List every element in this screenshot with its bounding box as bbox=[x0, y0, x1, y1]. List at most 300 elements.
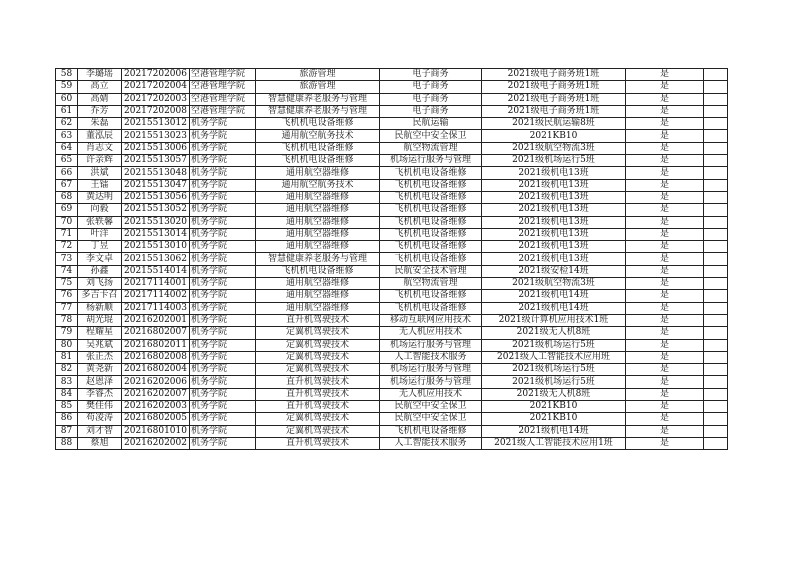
row-number-cell: 80 bbox=[56, 339, 78, 351]
college-cell: 机务学院 bbox=[190, 179, 256, 191]
class-name-cell: 2021KB10 bbox=[482, 401, 626, 413]
row-number-cell: 70 bbox=[56, 216, 78, 228]
table-row bbox=[56, 376, 728, 388]
college-cell: 机务学院 bbox=[190, 302, 256, 314]
table-row bbox=[56, 302, 728, 314]
college-cell: 机务学院 bbox=[190, 376, 256, 388]
student-id-cell: 20215513012 bbox=[122, 118, 190, 130]
table-row bbox=[56, 191, 728, 203]
target-major-cell: 人工智能技术服务 bbox=[380, 437, 482, 449]
original-major-cell: 直升机驾驶技术 bbox=[256, 388, 380, 400]
college-cell: 机务学院 bbox=[190, 204, 256, 216]
approved-flag-cell: 是 bbox=[626, 376, 704, 388]
class-name-cell: 2021级机电13班 bbox=[482, 179, 626, 191]
target-major-cell: 飞机机电设备维修 bbox=[380, 167, 482, 179]
approved-flag-cell: 是 bbox=[626, 413, 704, 425]
target-major-cell: 飞机机电设备维修 bbox=[380, 290, 482, 302]
student-id-cell: 20215513023 bbox=[122, 130, 190, 142]
approved-flag-cell: 是 bbox=[626, 155, 704, 167]
student-id-cell: 20216202007 bbox=[122, 388, 190, 400]
approved-flag-cell: 是 bbox=[626, 425, 704, 437]
remark-cell bbox=[704, 167, 728, 179]
remark-cell bbox=[704, 265, 728, 277]
row-number-cell: 84 bbox=[56, 388, 78, 400]
approved-flag-cell: 是 bbox=[626, 130, 704, 142]
approved-flag-cell: 是 bbox=[626, 69, 704, 81]
student-name-cell: 肖志文 bbox=[78, 142, 122, 154]
original-major-cell: 通用航空器维修 bbox=[256, 228, 380, 240]
original-major-cell: 通用航空器维修 bbox=[256, 241, 380, 253]
target-major-cell: 电子商务 bbox=[380, 69, 482, 81]
table-row bbox=[56, 413, 728, 425]
original-major-cell: 直升机驾驶技术 bbox=[256, 376, 380, 388]
target-major-cell: 机场运行服务与管理 bbox=[380, 339, 482, 351]
approved-flag-cell: 是 bbox=[626, 253, 704, 265]
class-name-cell: 2021级机电13班 bbox=[482, 228, 626, 240]
class-name-cell: 2021级航空物流3班 bbox=[482, 278, 626, 290]
class-name-cell: 2021级电子商务班1班 bbox=[482, 81, 626, 93]
table-row bbox=[56, 265, 728, 277]
college-cell: 机务学院 bbox=[190, 191, 256, 203]
original-major-cell: 通用航空器维修 bbox=[256, 216, 380, 228]
student-id-cell: 20217202004 bbox=[122, 81, 190, 93]
student-id-cell: 20216802005 bbox=[122, 413, 190, 425]
student-name-cell: 乔芳 bbox=[78, 105, 122, 117]
college-cell: 机务学院 bbox=[190, 401, 256, 413]
row-number-cell: 63 bbox=[56, 130, 78, 142]
student-name-cell: 叶洋 bbox=[78, 228, 122, 240]
target-major-cell: 民航运输 bbox=[380, 118, 482, 130]
target-major-cell: 电子商务 bbox=[380, 81, 482, 93]
student-id-cell: 20216802011 bbox=[122, 339, 190, 351]
row-number-cell: 82 bbox=[56, 364, 78, 376]
target-major-cell: 飞机机电设备维修 bbox=[380, 425, 482, 437]
target-major-cell: 电子商务 bbox=[380, 93, 482, 105]
target-major-cell: 飞机机电设备维修 bbox=[380, 228, 482, 240]
remark-cell bbox=[704, 69, 728, 81]
student-name-cell: 李文卓 bbox=[78, 253, 122, 265]
student-id-cell: 20215513006 bbox=[122, 142, 190, 154]
table-row bbox=[56, 327, 728, 339]
remark-cell bbox=[704, 191, 728, 203]
class-name-cell: 2021级无人机8班 bbox=[482, 327, 626, 339]
spreadsheet bbox=[55, 68, 728, 450]
original-major-cell: 通用航空器维修 bbox=[256, 278, 380, 290]
student-name-cell: 李璐瑶 bbox=[78, 69, 122, 81]
student-name-cell: 刘才智 bbox=[78, 425, 122, 437]
student-name-cell: 赵恩泽 bbox=[78, 376, 122, 388]
student-id-cell: 20215513048 bbox=[122, 167, 190, 179]
approved-flag-cell: 是 bbox=[626, 339, 704, 351]
approved-flag-cell: 是 bbox=[626, 302, 704, 314]
remark-cell bbox=[704, 130, 728, 142]
student-id-cell: 20217114001 bbox=[122, 278, 190, 290]
student-id-cell: 20215513062 bbox=[122, 253, 190, 265]
approved-flag-cell: 是 bbox=[626, 314, 704, 326]
college-cell: 机务学院 bbox=[190, 216, 256, 228]
target-major-cell: 飞机机电设备维修 bbox=[380, 253, 482, 265]
student-name-cell: 杨新顺 bbox=[78, 302, 122, 314]
student-name-cell: 王镭 bbox=[78, 179, 122, 191]
college-cell: 机务学院 bbox=[190, 425, 256, 437]
class-name-cell: 2021级航空物流3班 bbox=[482, 142, 626, 154]
row-number-cell: 61 bbox=[56, 105, 78, 117]
student-name-cell: 苟凌涛 bbox=[78, 413, 122, 425]
class-name-cell: 2021级安检14班 bbox=[482, 265, 626, 277]
approved-flag-cell: 是 bbox=[626, 142, 704, 154]
student-name-cell: 高立 bbox=[78, 81, 122, 93]
class-name-cell: 2021级机场运行5班 bbox=[482, 155, 626, 167]
target-major-cell: 民航空中安全保卫 bbox=[380, 413, 482, 425]
table-row bbox=[56, 93, 728, 105]
original-major-cell: 通用航空航务技术 bbox=[256, 179, 380, 191]
college-cell: 空港管理学院 bbox=[190, 69, 256, 81]
student-id-cell: 20216202001 bbox=[122, 314, 190, 326]
student-table bbox=[55, 68, 728, 450]
remark-cell bbox=[704, 351, 728, 363]
class-name-cell: 2021级机场运行5班 bbox=[482, 364, 626, 376]
target-major-cell: 飞机机电设备维修 bbox=[380, 302, 482, 314]
college-cell: 空港管理学院 bbox=[190, 105, 256, 117]
row-number-cell: 78 bbox=[56, 314, 78, 326]
remark-cell bbox=[704, 253, 728, 265]
original-major-cell: 直升机驾驶技术 bbox=[256, 437, 380, 449]
student-id-cell: 20215513010 bbox=[122, 241, 190, 253]
original-major-cell: 定翼机驾驶技术 bbox=[256, 327, 380, 339]
row-number-cell: 88 bbox=[56, 437, 78, 449]
row-number-cell: 77 bbox=[56, 302, 78, 314]
remark-cell bbox=[704, 155, 728, 167]
row-number-cell: 69 bbox=[56, 204, 78, 216]
table-row bbox=[56, 364, 728, 376]
student-id-cell: 20216802004 bbox=[122, 364, 190, 376]
student-id-cell: 20215513020 bbox=[122, 216, 190, 228]
row-number-cell: 67 bbox=[56, 179, 78, 191]
class-name-cell: 2021级电子商务班1班 bbox=[482, 105, 626, 117]
original-major-cell: 飞机机电设备维修 bbox=[256, 155, 380, 167]
table-row bbox=[56, 351, 728, 363]
table-row bbox=[56, 216, 728, 228]
table-row bbox=[56, 81, 728, 93]
target-major-cell: 机场运行服务与管理 bbox=[380, 364, 482, 376]
student-id-cell: 20215513047 bbox=[122, 179, 190, 191]
student-id-cell: 20216202006 bbox=[122, 376, 190, 388]
class-name-cell: 2021级民航运输8班 bbox=[482, 118, 626, 130]
table-row bbox=[56, 388, 728, 400]
table-row bbox=[56, 179, 728, 191]
student-name-cell: 丁昱 bbox=[78, 241, 122, 253]
original-major-cell: 智慧健康养老服务与管理 bbox=[256, 253, 380, 265]
class-name-cell: 2021级机电14班 bbox=[482, 302, 626, 314]
row-number-cell: 76 bbox=[56, 290, 78, 302]
table-row bbox=[56, 314, 728, 326]
class-name-cell: 2021级人工智能技术应用班 bbox=[482, 351, 626, 363]
college-cell: 机务学院 bbox=[190, 388, 256, 400]
student-id-cell: 20216801010 bbox=[122, 425, 190, 437]
student-id-cell: 20215513052 bbox=[122, 204, 190, 216]
college-cell: 机务学院 bbox=[190, 155, 256, 167]
college-cell: 机务学院 bbox=[190, 167, 256, 179]
student-id-cell: 20217114002 bbox=[122, 290, 190, 302]
student-id-cell: 20217202008 bbox=[122, 105, 190, 117]
row-number-cell: 59 bbox=[56, 81, 78, 93]
table-row bbox=[56, 253, 728, 265]
student-name-cell: 多吉卡召 bbox=[78, 290, 122, 302]
remark-cell bbox=[704, 314, 728, 326]
target-major-cell: 飞机机电设备维修 bbox=[380, 179, 482, 191]
table-row bbox=[56, 69, 728, 81]
class-name-cell: 2021级机电13班 bbox=[482, 167, 626, 179]
approved-flag-cell: 是 bbox=[626, 351, 704, 363]
approved-flag-cell: 是 bbox=[626, 364, 704, 376]
target-major-cell: 民航安全技术管理 bbox=[380, 265, 482, 277]
remark-cell bbox=[704, 179, 728, 191]
student-id-cell: 20216802008 bbox=[122, 351, 190, 363]
target-major-cell: 电子商务 bbox=[380, 105, 482, 117]
approved-flag-cell: 是 bbox=[626, 105, 704, 117]
original-major-cell: 智慧健康养老服务与管理 bbox=[256, 105, 380, 117]
table-row bbox=[56, 401, 728, 413]
student-name-cell: 李睿杰 bbox=[78, 388, 122, 400]
remark-cell bbox=[704, 142, 728, 154]
original-major-cell: 飞机机电设备维修 bbox=[256, 142, 380, 154]
row-number-cell: 58 bbox=[56, 69, 78, 81]
table-row bbox=[56, 228, 728, 240]
approved-flag-cell: 是 bbox=[626, 228, 704, 240]
original-major-cell: 定翼机驾驶技术 bbox=[256, 364, 380, 376]
target-major-cell: 民航空中安全保卫 bbox=[380, 401, 482, 413]
college-cell: 机务学院 bbox=[190, 314, 256, 326]
target-major-cell: 民航空中安全保卫 bbox=[380, 130, 482, 142]
student-name-cell: 朱磊 bbox=[78, 118, 122, 130]
row-number-cell: 62 bbox=[56, 118, 78, 130]
row-number-cell: 74 bbox=[56, 265, 78, 277]
original-major-cell: 旅游管理 bbox=[256, 81, 380, 93]
approved-flag-cell: 是 bbox=[626, 179, 704, 191]
class-name-cell: 2021KB10 bbox=[482, 413, 626, 425]
row-number-cell: 87 bbox=[56, 425, 78, 437]
college-cell: 机务学院 bbox=[190, 278, 256, 290]
original-major-cell: 通用航空航务技术 bbox=[256, 130, 380, 142]
student-name-cell: 刘飞扬 bbox=[78, 278, 122, 290]
remark-cell bbox=[704, 413, 728, 425]
row-number-cell: 81 bbox=[56, 351, 78, 363]
remark-cell bbox=[704, 278, 728, 290]
original-major-cell: 旅游管理 bbox=[256, 69, 380, 81]
student-id-cell: 20215513056 bbox=[122, 191, 190, 203]
target-major-cell: 机场运行服务与管理 bbox=[380, 376, 482, 388]
student-name-cell: 黄尧新 bbox=[78, 364, 122, 376]
student-id-cell: 20215513014 bbox=[122, 228, 190, 240]
student-name-cell: 向毅 bbox=[78, 204, 122, 216]
student-name-cell: 张轶馨 bbox=[78, 216, 122, 228]
approved-flag-cell: 是 bbox=[626, 118, 704, 130]
target-major-cell: 飞机机电设备维修 bbox=[380, 216, 482, 228]
class-name-cell: 2021级人工智能技术应用1班 bbox=[482, 437, 626, 449]
approved-flag-cell: 是 bbox=[626, 81, 704, 93]
target-major-cell: 航空物流管理 bbox=[380, 142, 482, 154]
class-name-cell: 2021级机电13班 bbox=[482, 241, 626, 253]
row-number-cell: 64 bbox=[56, 142, 78, 154]
remark-cell bbox=[704, 81, 728, 93]
student-id-cell: 20216802007 bbox=[122, 327, 190, 339]
student-id-cell: 20216202003 bbox=[122, 401, 190, 413]
student-name-cell: 胡光琨 bbox=[78, 314, 122, 326]
class-name-cell: 2021级无人机8班 bbox=[482, 388, 626, 400]
student-name-cell: 许亲辉 bbox=[78, 155, 122, 167]
remark-cell bbox=[704, 241, 728, 253]
student-id-cell: 20217114003 bbox=[122, 302, 190, 314]
college-cell: 机务学院 bbox=[190, 130, 256, 142]
student-name-cell: 高婧 bbox=[78, 93, 122, 105]
college-cell: 机务学院 bbox=[190, 290, 256, 302]
table-row bbox=[56, 437, 728, 449]
class-name-cell: 2021级机电13班 bbox=[482, 191, 626, 203]
original-major-cell: 直升机驾驶技术 bbox=[256, 401, 380, 413]
table-row bbox=[56, 204, 728, 216]
student-id-cell: 20215514014 bbox=[122, 265, 190, 277]
original-major-cell: 飞机机电设备维修 bbox=[256, 265, 380, 277]
row-number-cell: 73 bbox=[56, 253, 78, 265]
class-name-cell: 2021级电子商务班1班 bbox=[482, 69, 626, 81]
student-id-cell: 20216202002 bbox=[122, 437, 190, 449]
remark-cell bbox=[704, 437, 728, 449]
table-row bbox=[56, 425, 728, 437]
target-major-cell: 飞机机电设备维修 bbox=[380, 241, 482, 253]
target-major-cell: 无人机应用技术 bbox=[380, 327, 482, 339]
row-number-cell: 60 bbox=[56, 93, 78, 105]
remark-cell bbox=[704, 364, 728, 376]
college-cell: 机务学院 bbox=[190, 228, 256, 240]
target-major-cell: 人工智能技术服务 bbox=[380, 351, 482, 363]
class-name-cell: 2021级机电14班 bbox=[482, 290, 626, 302]
class-name-cell: 2021级机场运行5班 bbox=[482, 339, 626, 351]
class-name-cell: 2021级机电14班 bbox=[482, 425, 626, 437]
original-major-cell: 通用航空器维修 bbox=[256, 290, 380, 302]
student-name-cell: 吴兆斌 bbox=[78, 339, 122, 351]
table-row bbox=[56, 241, 728, 253]
remark-cell bbox=[704, 376, 728, 388]
original-major-cell: 通用航空器维修 bbox=[256, 204, 380, 216]
table-row bbox=[56, 118, 728, 130]
target-major-cell: 飞机机电设备维修 bbox=[380, 204, 482, 216]
student-name-cell: 樊佳伟 bbox=[78, 401, 122, 413]
original-major-cell: 定翼机驾驶技术 bbox=[256, 413, 380, 425]
row-number-cell: 75 bbox=[56, 278, 78, 290]
remark-cell bbox=[704, 327, 728, 339]
remark-cell bbox=[704, 93, 728, 105]
class-name-cell: 2021级电子商务班1班 bbox=[482, 93, 626, 105]
approved-flag-cell: 是 bbox=[626, 437, 704, 449]
remark-cell bbox=[704, 204, 728, 216]
remark-cell bbox=[704, 388, 728, 400]
row-number-cell: 71 bbox=[56, 228, 78, 240]
college-cell: 机务学院 bbox=[190, 339, 256, 351]
approved-flag-cell: 是 bbox=[626, 241, 704, 253]
college-cell: 机务学院 bbox=[190, 241, 256, 253]
table-row bbox=[56, 290, 728, 302]
original-major-cell: 智慧健康养老服务与管理 bbox=[256, 93, 380, 105]
remark-cell bbox=[704, 118, 728, 130]
original-major-cell: 飞机机电设备维修 bbox=[256, 118, 380, 130]
college-cell: 空港管理学院 bbox=[190, 81, 256, 93]
approved-flag-cell: 是 bbox=[626, 327, 704, 339]
approved-flag-cell: 是 bbox=[626, 278, 704, 290]
student-name-cell: 孙鑫 bbox=[78, 265, 122, 277]
target-major-cell: 移动互联网应用技术 bbox=[380, 314, 482, 326]
target-major-cell: 飞机机电设备维修 bbox=[380, 191, 482, 203]
original-major-cell: 定翼机驾驶技术 bbox=[256, 425, 380, 437]
original-major-cell: 直升机驾驶技术 bbox=[256, 314, 380, 326]
target-major-cell: 机场运行服务与管理 bbox=[380, 155, 482, 167]
college-cell: 机务学院 bbox=[190, 364, 256, 376]
approved-flag-cell: 是 bbox=[626, 290, 704, 302]
row-number-cell: 65 bbox=[56, 155, 78, 167]
remark-cell bbox=[704, 302, 728, 314]
student-name-cell: 蔡旭 bbox=[78, 437, 122, 449]
approved-flag-cell: 是 bbox=[626, 265, 704, 277]
table-row bbox=[56, 155, 728, 167]
row-number-cell: 66 bbox=[56, 167, 78, 179]
student-name-cell: 董泓辰 bbox=[78, 130, 122, 142]
student-id-cell: 20217202003 bbox=[122, 93, 190, 105]
approved-flag-cell: 是 bbox=[626, 204, 704, 216]
approved-flag-cell: 是 bbox=[626, 216, 704, 228]
table-row bbox=[56, 278, 728, 290]
student-name-cell: 程耀星 bbox=[78, 327, 122, 339]
college-cell: 机务学院 bbox=[190, 253, 256, 265]
remark-cell bbox=[704, 216, 728, 228]
approved-flag-cell: 是 bbox=[626, 167, 704, 179]
target-major-cell: 无人机应用技术 bbox=[380, 388, 482, 400]
approved-flag-cell: 是 bbox=[626, 191, 704, 203]
original-major-cell: 定翼机驾驶技术 bbox=[256, 351, 380, 363]
college-cell: 机务学院 bbox=[190, 142, 256, 154]
table-row bbox=[56, 339, 728, 351]
class-name-cell: 2021级机场运行5班 bbox=[482, 376, 626, 388]
student-name-cell: 张正杰 bbox=[78, 351, 122, 363]
remark-cell bbox=[704, 105, 728, 117]
college-cell: 机务学院 bbox=[190, 118, 256, 130]
class-name-cell: 2021KB10 bbox=[482, 130, 626, 142]
table-row bbox=[56, 142, 728, 154]
original-major-cell: 通用航空器维修 bbox=[256, 167, 380, 179]
class-name-cell: 2021级计算机应用技术1班 bbox=[482, 314, 626, 326]
original-major-cell: 定翼机驾驶技术 bbox=[256, 339, 380, 351]
original-major-cell: 通用航空器维修 bbox=[256, 191, 380, 203]
student-name-cell: 洪斌 bbox=[78, 167, 122, 179]
class-name-cell: 2021级机电13班 bbox=[482, 204, 626, 216]
approved-flag-cell: 是 bbox=[626, 93, 704, 105]
remark-cell bbox=[704, 401, 728, 413]
student-name-cell: 黄达明 bbox=[78, 191, 122, 203]
original-major-cell: 通用航空器维修 bbox=[256, 302, 380, 314]
row-number-cell: 83 bbox=[56, 376, 78, 388]
student-id-cell: 20215513057 bbox=[122, 155, 190, 167]
remark-cell bbox=[704, 290, 728, 302]
remark-cell bbox=[704, 228, 728, 240]
college-cell: 机务学院 bbox=[190, 327, 256, 339]
remark-cell bbox=[704, 339, 728, 351]
row-number-cell: 68 bbox=[56, 191, 78, 203]
remark-cell bbox=[704, 425, 728, 437]
class-name-cell: 2021级机电13班 bbox=[482, 216, 626, 228]
class-name-cell: 2021级机电13班 bbox=[482, 253, 626, 265]
table-row bbox=[56, 130, 728, 142]
college-cell: 机务学院 bbox=[190, 351, 256, 363]
student-id-cell: 20217202006 bbox=[122, 69, 190, 81]
college-cell: 机务学院 bbox=[190, 265, 256, 277]
